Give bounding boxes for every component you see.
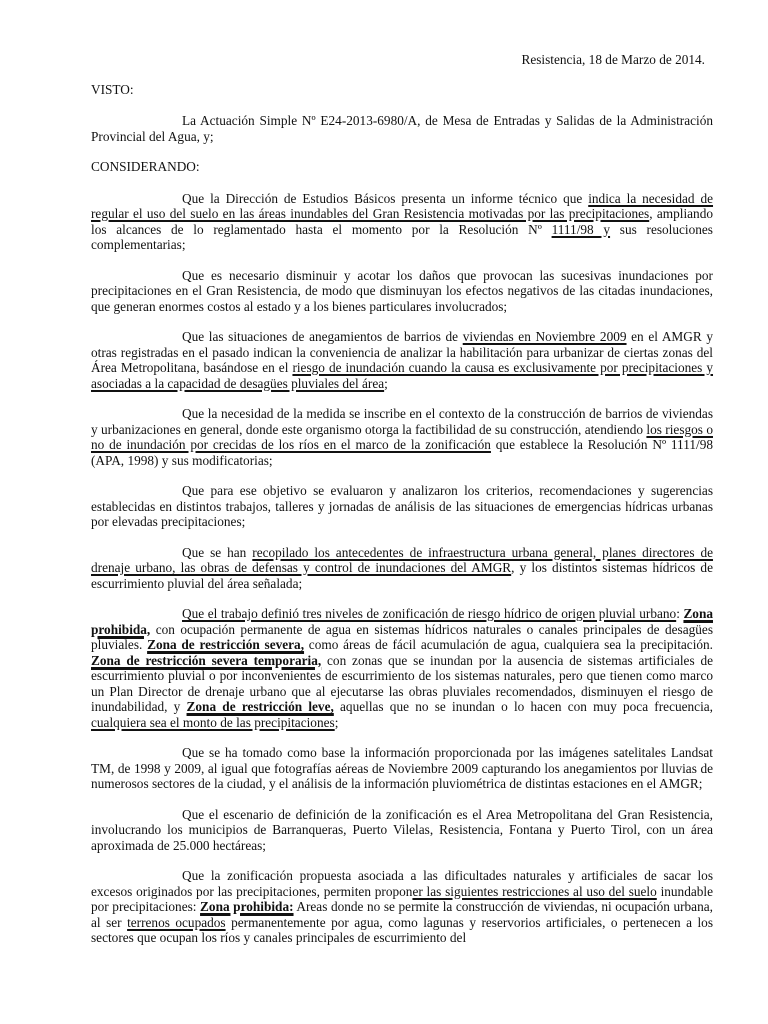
text-segment: Que la Dirección de Estudios Básicos presenta un informe técnico que [182,190,589,206]
text-segment: con zonas que se inundan por la ausencia de sistemas artificiales de escurrimiento pluvial o por inconvenientes de escurrimiento de los sistemas naturales, pero que tienen como marco un Plan Director de drenaje urbano que al ejecutarse las obras pluviales recomendados, disminuyen el riesgo de inundabilidad, y [91,652,713,714]
paragraph-disminuir-danos: Que es necesario disminuir y acotar los daños que provocan las sucesivas inundaciones por precipitaciones en el Gran Resistencia, de modo que disminuyan los efectos negativos de las citadas inundaciones, que generan enormes costos al estado y a los bienes particulares involucrados; [91,267,713,314]
text-segment: Que se han [182,544,253,560]
text-segment: ; [334,714,339,730]
zone-label-prohibida: Zona prohibida, [91,606,713,637]
underlined-text: cualquiera sea el monto de las precipitaciones [91,714,335,730]
zone-label-restriccion-leve: Zona de restricción leve, [186,699,334,714]
underlined-text: los riesgos o no de inundación por crecidas de los ríos en el marco de la zonificación [91,421,713,452]
text-segment: con ocupación permanente de agua en sistemas hídricos naturales o canales principales de desagües pluviales. [91,621,713,652]
underlined-text: viviendas en Noviembre 2009 [462,329,627,344]
text-segment: inundable por precipitaciones [91,883,713,914]
visto-heading: VISTO: [91,81,134,97]
paragraph-anegamientos [91,329,713,391]
paragraph-criterios: Que para ese objetivo se evaluaron y analizaron los criterios, recomendaciones y sugerencias establecidas en distintos trabajos, talleres y jornadas de análisis de las situaciones de emergencias hídricas urbanas por elevadas precipitaciones; [91,483,713,529]
text-segment: que establece la Resolución Nº 1111/98 (APA, 1998) y sus modificatorias; [91,437,713,468]
text-segment: como áreas de fácil acumulación de agua, cualquiera sea la precipitación. [304,637,714,652]
visto-paragraph: La Actuación Simple Nº E24-2013-6980/A, de Mesa de Entradas y Salidas de la Administración Provincial del Agua, y; [91,113,713,144]
text-segment: Que la necesidad de la medida se inscribe en el contexto de la construcción de barrios de viviendas y urbanizaciones en general, donde este organismo otorga la factibilidad de su construcción, atendiendo [91,406,713,437]
paragraph-necesidad-medida [91,406,713,468]
underlined-text: 1111/98 y [551,221,611,237]
text-segment: ; [384,375,388,391]
text-segment: sus resoluciones complementarias; [91,221,713,252]
text-segment: permanentemente por agua, como lagunas y reservorios artificiales, o pertenecen a los sectores que ocupan los ríos y canales principales de escurrimiento del [91,914,714,945]
document-date: Resistencia, 18 de Marzo de 2014. [521,52,705,67]
text-segment: aquellas que no se inundan o lo hacen con muy poca frecuencia, [333,699,713,714]
zone-label-restriccion-severa: Zona de restricción severa, [147,637,305,652]
underlined-text: indica la necesidad de regular el uso del suelo en las áreas inundables del Gran Resistencia motivadas por las precipitaciones [91,190,714,221]
underlined-text: recopilado los antecedentes de infraestructura urbana general, planes directores de drenaje urbano, las obras de defensas y control de inundaciones del AMGR [91,544,714,575]
paragraph-antecedentes [91,545,713,592]
text-segment: Que la zonificación propuesta asociada a las dificultades naturales y artificiales de sacar los excesos originados por las precipitaciones, permiten propon [91,868,713,899]
text-segment: en el AMGR y otras registradas en el pasado indican la conveniencia de analizar la habilitación para urbanizar de ciertas zonas del Área Metropolitana, basándose en el [91,329,713,375]
zone-label-restriccion-severa-temporaria: Zona de restricción severa temporaria, [91,652,322,668]
zone-label-prohibida-restriccion: Zona prohibida: [200,899,294,914]
paragraph-niveles-zonificacion [91,606,713,730]
underlined-text: Que el trabajo definió tres niveles de zonificación de riesgo hídrico de origen pluvial urbano [182,606,677,621]
underlined-text: er las siguientes restricciones al uso del suelo [412,883,657,899]
document-page [91,52,713,961]
considerando-heading: CONSIDERANDO: [91,159,200,174]
paragraph-zonificacion-propuesta [91,868,713,946]
paragraph-escenario: Que el escenario de definición de la zonificación es el Area Metropolitana del Gran Resistencia, involucrando los municipios de Barranqueras, Puerto Vilelas, Resistencia, Fontana y Puerto Tirol, con un área aproximada de 25.000 hectáreas; [91,806,713,853]
paragraph-informe-tecnico [91,191,713,253]
text-segment: : [192,899,201,914]
underlined-text: terrenos ocupados [127,914,226,930]
underlined-text: riesgo de inundación cuando la causa es exclusivamente por precipitaciones y asociadas a la capacidad de desagües pluviales del área [91,360,714,391]
paragraph-imagenes-satelitales: Que se ha tomado como base la información proporcionada por las imágenes satelitales Landsat TM, de 1998 y 2009, al igual que fotografías aéreas de Noviembre 2009 capturando los anegamientos por lluvias de numerosos sectores de la ciudad, y el análisis de la información pluviométrica de distintas estaciones en el AMGR; [91,745,713,791]
text-segment: Que las situaciones de anegamientos de barrios de [182,329,463,344]
text-segment: , y los distintos sistemas hídricos de escurrimiento pluvial del área señalada; [91,560,713,591]
text-segment: , ampliando los alcances de lo reglamentado hasta el momento por la Resolución Nº [91,206,713,237]
text-segment: Areas donde no se permite la construcción de viviendas, ni ocupación urbana, al ser [91,899,713,930]
text-segment: : [676,606,684,621]
